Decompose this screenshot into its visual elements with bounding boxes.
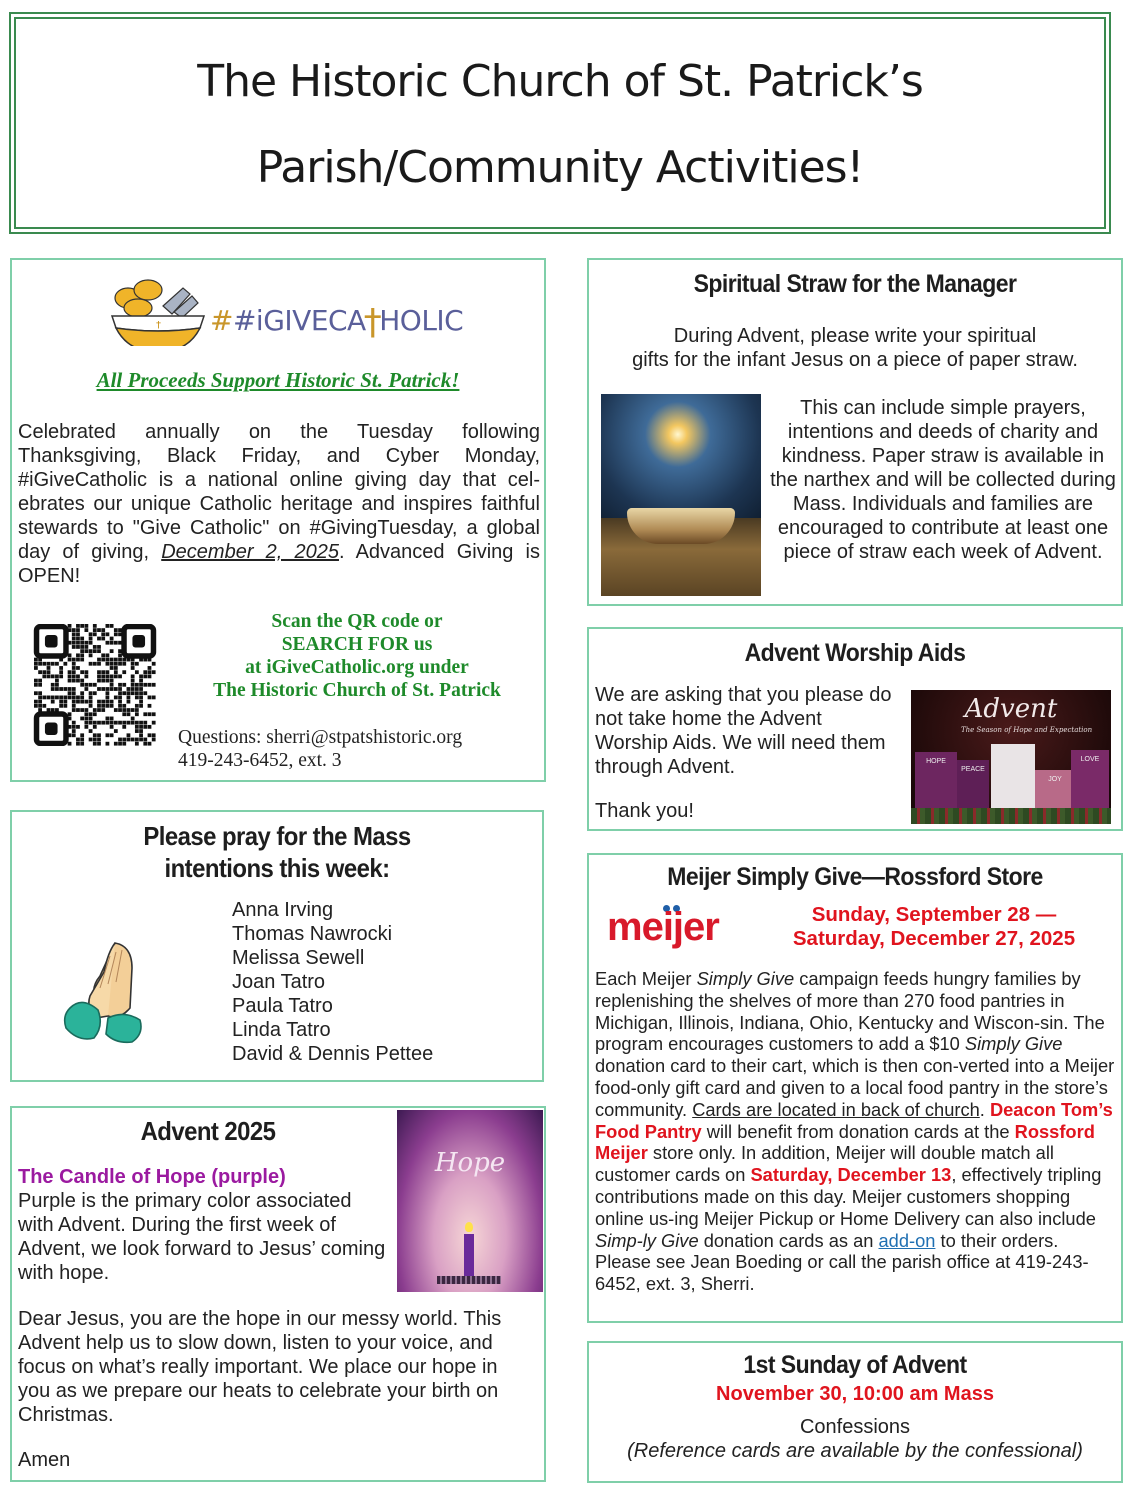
straw-body: This can include simple prayers, intentions and deeds of charity and kindness. Paper straw is available in the narthex and will be collected during Mass. Individuals and families are encouraged to contribute at least one piece of straw each week of Advent. — [770, 397, 1116, 563]
worship-aids-body: We are asking that you please do not take home the Advent Worship Aids. We will need them through Advent. — [595, 684, 892, 778]
meijer-dates — [749, 903, 1119, 951]
intention-name: David & Dennis Pettee — [232, 1043, 434, 1065]
hope-candle-image — [397, 1110, 543, 1292]
double-match-date: Saturday, December 13 — [750, 1164, 952, 1186]
first-sunday-date: November 30, 10:00 am Mass — [716, 1383, 994, 1405]
igive-paragraph-text: Celebrated annually on the Tuesday following Thanksgiving, Black Friday, and Cyber Monday, #iGiveCatholic is a national online giving day that cel-ebrates our unique Catholic heritage and inspires faithful stewards to "Give Catholic" on #GivingTuesday, a global day of giving, — [18, 421, 540, 563]
intention-name: Paula Tatro — [232, 995, 333, 1017]
title-line: intentions this week: — [164, 853, 390, 883]
hope-image-word: Hope — [434, 1148, 506, 1178]
crown-of-thorns-icon — [437, 1276, 501, 1284]
meijer-logo-text: meijer — [607, 905, 719, 949]
add-on-link[interactable]: add-on — [878, 1229, 936, 1251]
meijer-date-end: Saturday, December 27, 2025 — [792, 927, 1076, 950]
logo-text-suffix: HOLIC — [379, 304, 464, 337]
mass-intentions-card — [10, 810, 544, 1082]
meijer-text: will benefit from donation cards at the — [701, 1120, 1015, 1142]
intention-name: Anna Irving — [232, 899, 334, 921]
advent-paragraph: Purple is the primary color associated with Advent. During the first week of Advent, we look forward to Jesus’ coming with hope. — [18, 1190, 386, 1284]
meijer-title: Meijer Simply Give—Rossford Store — [667, 863, 1043, 891]
header-banner — [9, 12, 1111, 234]
scan-line: The Historic Church of St. Patrick — [213, 680, 501, 701]
scan-line: Scan the QR code or — [271, 611, 443, 632]
advent-2025-card — [10, 1106, 546, 1482]
confessions-note: (Reference cards are available by the confessional) — [627, 1440, 1083, 1462]
igive-paragraph — [18, 420, 540, 588]
logo-text-prefix: #iGIVECA — [232, 304, 366, 337]
intentions-list — [232, 898, 433, 1066]
giving-tuesday-date: December 2, 2025 — [161, 541, 339, 563]
spiritual-straw-title: Spiritual Straw for the Manager — [693, 270, 1017, 298]
candle-of-hope-heading: The Candle of Hope (purple) — [18, 1166, 286, 1188]
straw-intro-line: During Advent, please write your spiritual — [673, 325, 1037, 347]
qr-code-graphic — [30, 624, 160, 746]
purple-candle-icon — [464, 1234, 474, 1276]
intention-name: Melissa Sewell — [232, 947, 365, 969]
confessions-label: Confessions — [799, 1416, 911, 1438]
intention-name: Linda Tatro — [232, 1019, 331, 1041]
meijer-text: to their orders. Please see Jean Boeding or call the parish office at 419-243-6452, ext. 3, Sherri. — [595, 1229, 1089, 1295]
advent-prayer: Dear Jesus, you are the hope in our messy world. This Advent help us to slow down, listen to your voice, and focus on what’s really important. We place our hope in you as we prepare our heats to celebrate your birth on Christmas. — [18, 1308, 502, 1426]
first-sunday-card — [587, 1341, 1123, 1483]
straw-intro — [589, 324, 1121, 372]
meijer-date-start: Sunday, September 28 — — [811, 903, 1057, 926]
igivecatholic-card — [10, 258, 546, 782]
intention-name: Thomas Nawrocki — [232, 923, 393, 945]
worship-aids-title: Advent Worship Aids — [744, 639, 966, 667]
meijer-card — [587, 853, 1123, 1323]
meijer-text: donation cards as an — [698, 1229, 879, 1251]
page-title-line2: Parish/Community Activities! — [256, 142, 864, 193]
scan-line: at iGiveCatholic.org under — [245, 657, 469, 678]
meijer-text: Each Meijer — [595, 968, 697, 989]
advent-candles-image — [911, 690, 1111, 824]
rossford-meijer: Rossford Meijer — [595, 1120, 1095, 1164]
contact-phone: 419-243-6452, ext. 3 — [178, 750, 342, 771]
cards-location-note: Cards are located in back of church — [692, 1098, 980, 1120]
meijer-body — [595, 968, 1117, 1295]
candle-hope: HOPE — [915, 752, 957, 810]
bread-fish-basket-icon — [108, 276, 208, 346]
candle-love: LOVE — [1071, 750, 1109, 812]
advent-image-title: Advent — [964, 694, 1058, 724]
meijer-text-italic: Simp-ly Give — [595, 1229, 699, 1251]
advent-2025-title: Advent 2025 — [140, 1116, 276, 1146]
contact-email[interactable]: Questions: sherri@stpatshistoric.org — [178, 727, 463, 748]
cross-icon: † — [363, 302, 382, 343]
candle-christ — [991, 744, 1035, 814]
igive-contact — [178, 726, 462, 772]
advent-image-subtitle: The Season of Hope and Expectation — [961, 726, 1093, 734]
mass-intentions-title — [33, 820, 521, 884]
meijer-text: campaign feeds hungry families by replenishing the shelves of more than 270 food pantries in Michigan, Illinois, Indiana, Ohio, Kentucky and Wiscon-sin. The program encourages customers to add a $10 — [595, 968, 1105, 1055]
manger-icon — [627, 508, 735, 544]
spiritual-straw-card — [587, 258, 1123, 606]
page-title-line1: The Historic Church of St. Patrick’s — [197, 56, 923, 107]
manger-star-image — [601, 394, 761, 596]
wreath-greenery — [911, 808, 1111, 824]
meijer-text-italic: Simply Give — [964, 1033, 1063, 1055]
advent-amen: Amen — [18, 1449, 71, 1471]
igive-tagline: All Proceeds Support Historic St. Patrick! — [96, 368, 460, 392]
qr-code[interactable] — [30, 624, 160, 746]
igive-paragraph-end: . Advanced Giving is OPEN! — [18, 541, 540, 587]
meijer-text: donation card to their cart, which is then con-verted into a Meijer food-only gift card and given to a local food pantry in the store’s community. — [595, 1055, 1115, 1120]
worship-aids-card — [587, 627, 1123, 831]
intention-name: Joan Tatro — [232, 971, 326, 993]
header-inner-border — [14, 17, 1106, 229]
meijer-text: store only. In addition, Meijer will double match all customer cards on — [595, 1142, 1054, 1186]
meijer-text-italic: Simply Give — [696, 968, 795, 989]
igivecatholic-logo: † ##iGIVECA†HOLIC — [108, 276, 438, 346]
meijer-text: , effectively tripling contributions made on this day. Meijer customers shopping online us-ing Meijer Pickup or Home Delivery can also include — [595, 1164, 1102, 1229]
candle-joy: JOY — [1035, 770, 1075, 814]
title-line: Please pray for the Mass — [143, 821, 411, 851]
meijer-logo — [607, 899, 727, 955]
candle-peace: PEACE — [957, 760, 989, 812]
praying-hands-icon — [60, 938, 170, 1053]
first-sunday-title: 1st Sunday of Advent — [743, 1351, 967, 1379]
scan-line: SEARCH FOR us — [281, 634, 433, 655]
meijer-text: . — [979, 1098, 990, 1120]
candle-flame-icon — [465, 1222, 473, 1232]
straw-intro-line: gifts for the infant Jesus on a piece of paper straw. — [632, 349, 1078, 371]
scan-instructions — [172, 610, 542, 702]
worship-aids-thanks: Thank you! — [595, 800, 694, 822]
deacon-tom-pantry: Deacon Tom’s Food Pantry — [595, 1098, 1113, 1142]
svg-text:†: † — [156, 320, 161, 331]
